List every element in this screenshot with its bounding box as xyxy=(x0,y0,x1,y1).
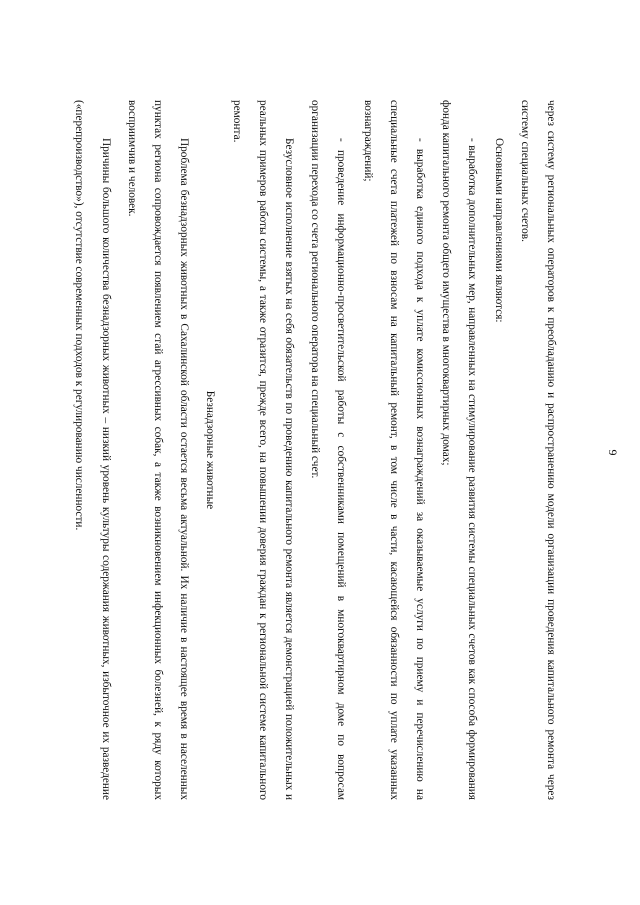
paragraph-stray-animals-causes: Причины большого количества безнадзорных животных – низкий уровень культуры содержания животных, избыточное их разведение («перепроизводство»), отсутствие современных подходов к регулированию численности. xyxy=(73,100,112,800)
list-item-commission-fees: - выработка единого подхода к уплате комиссионных вознаграждений за оказываемые услуги по приему и перечислению на специальные счета платежей по взносам на капитальный ремонт, в том числе в части, касающейся обязанности по уплате указанных вознаграждений; xyxy=(361,100,426,800)
page-body xyxy=(66,100,564,800)
paragraph-capital-repair-continuation: через систему региональных операторов к преобладанию и распространению модели организации проведения капитального ремонта через систему специальных счетов. xyxy=(518,100,557,800)
section-heading-stray-animals: Безнадзорные животные xyxy=(204,390,217,510)
paragraph-obligations: Безусловное исполнение взятых на себя обязательств по проведению капитального ремонта является демонстрацией положительных и реальных примеров работы системы, а также отразится, прежде всего, на повышении доверия граждан к региональной системе капитального ремонта. xyxy=(230,100,295,800)
page-number: 9 xyxy=(606,449,620,456)
paragraph-main-directions-intro: Основными направлениями являются: xyxy=(492,138,505,323)
list-item-special-accounts: - выработка дополнительных мер, направленных на стимулирование развития системы специальных счетов как способа формирования фонда капитального ремонта общего имущества в многоквартирных домах; xyxy=(440,100,479,800)
paragraph-stray-animals-problem: Проблема безнадзорных животных в Сахалинской области остается весьма актуальной. Их наличие в настоящее время в населенных пунктах региона сопровождается появлением стай агрессивных собак, а также возникновением инфекционных болезней, к ряду которых восприимчив и человек. xyxy=(125,100,191,800)
list-item-outreach-work: - проведение информационно-просветительской работы с собственниками помещений в многоквартирном доме по вопросам организации перехода со счета регионального оператора на специальный счет. xyxy=(309,100,348,800)
